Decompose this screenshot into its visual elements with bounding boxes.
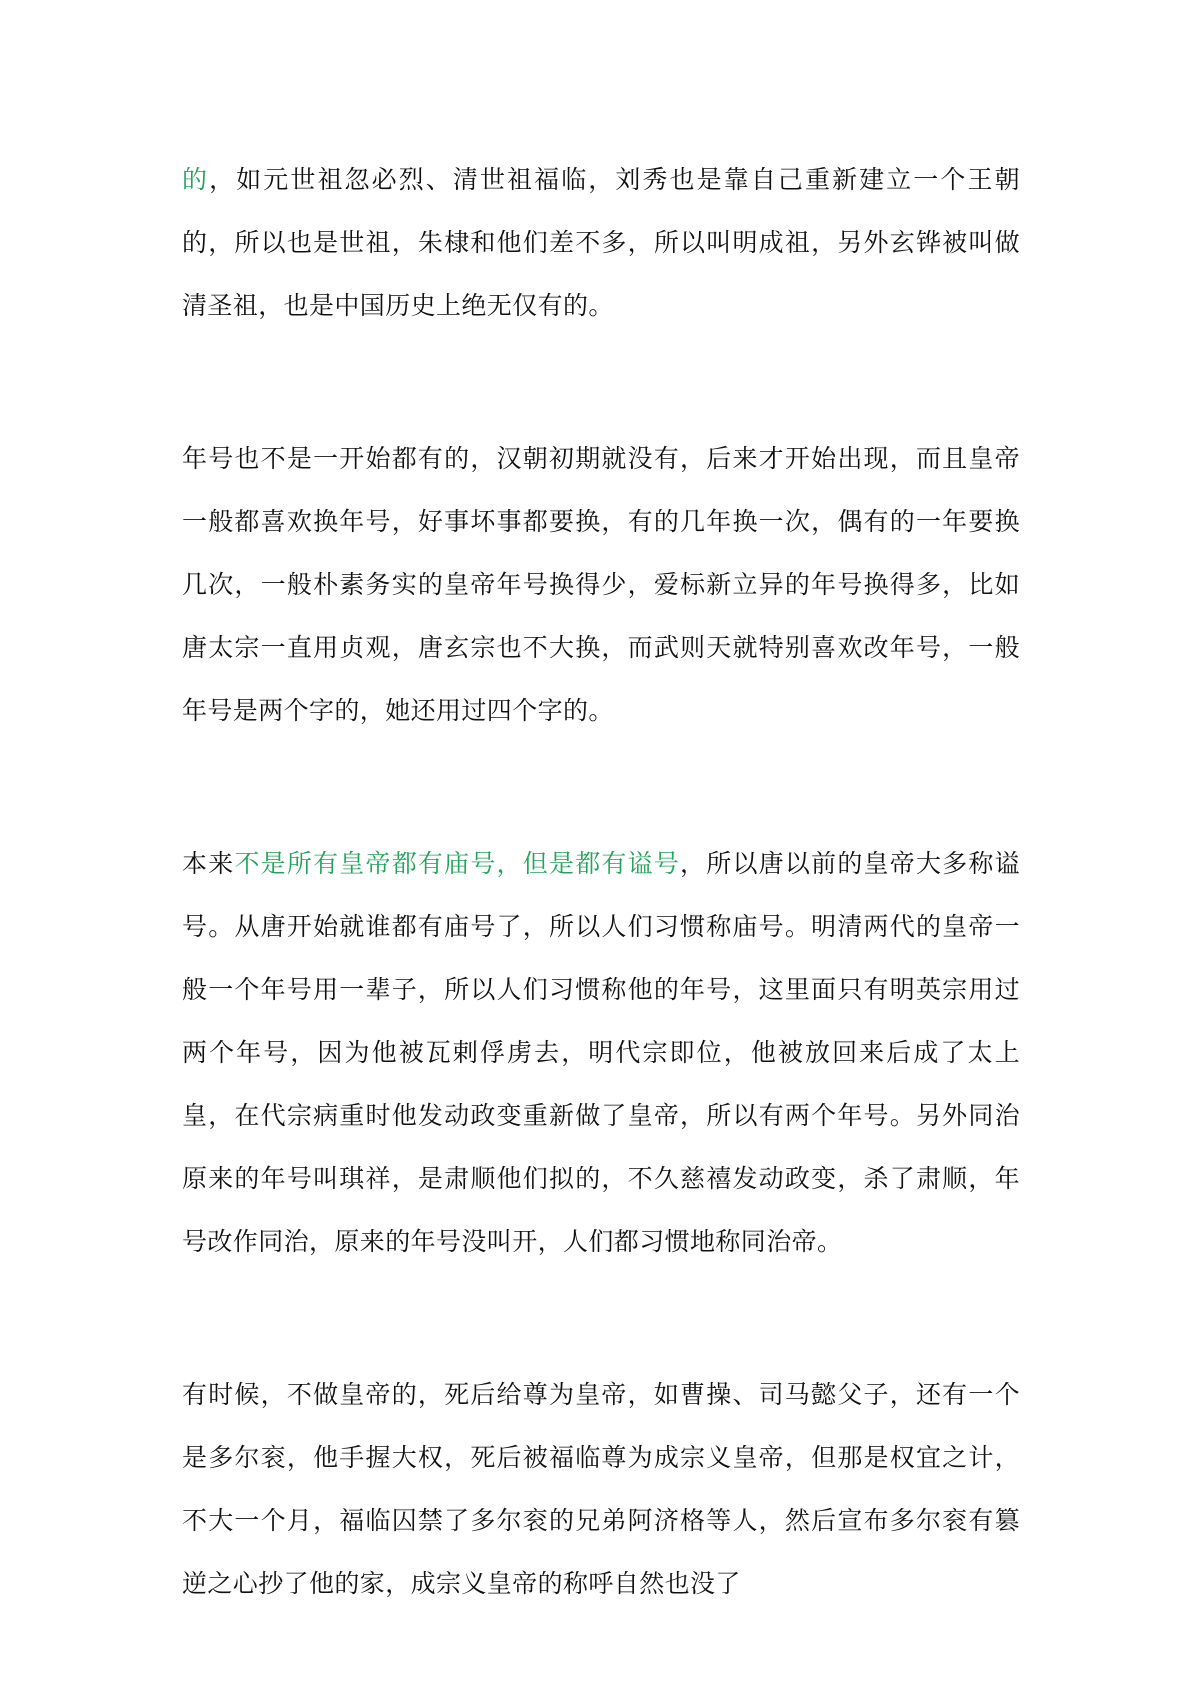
- highlighted-text: 的: [182, 165, 210, 194]
- paragraph-4: 有时候，不做皇帝的，死后给尊为皇帝，如曹操、司马懿父子，还有一个是多尔衮，他手握大权，死后被福临尊为成宗义皇帝，但那是权宜之计，不大一个月，福临囚禁了多尔衮的兄弟阿济格等人，然后宣布多尔衮有篡逆之心抄了他的家，成宗义皇帝的称呼自然也没了: [182, 1380, 1020, 1598]
- document-page: [182, 148, 1020, 1615]
- paragraph-3: [182, 832, 1020, 1273]
- paragraph-text: ，所以唐以前的皇帝大多称谥号。从唐开始就谁都有庙号了，所以人们习惯称庙号。明清两代的皇帝一般一个年号用一辈子，所以人们习惯称他的年号，这里面只有明英宗用过两个年号，因为他被瓦剌俘虏去，明代宗即位，他被放回来后成了太上皇，在代宗病重时他发动政变重新做了皇帝，所以有两个年号。另外同治原来的年号叫琪祥，是肃顺他们拟的，不久慈禧发动政变，杀了肃顺，年号改作同治，原来的年号没叫开，人们都习惯地称同治帝。: [182, 849, 1020, 1256]
- paragraph-2: 年号也不是一开始都有的，汉朝初期就没有，后来才开始出现，而且皇帝一般都喜欢换年号，好事坏事都要换，有的几年换一次，偶有的一年要换几次，一般朴素务实的皇帝年号换得少，爱标新立异的年号换得多，比如唐太宗一直用贞观，唐玄宗也不大换，而武则天就特别喜欢改年号，一般年号是两个字的，她还用过四个字的。: [182, 444, 1020, 725]
- paragraph-1: [182, 148, 1020, 337]
- paragraph-text: ，如元世祖忽必烈、清世祖福临，刘秀也是靠自己重新建立一个王朝的，所以也是世祖，朱棣和他们差不多，所以叫明成祖，另外玄铧被叫做清圣祖，也是中国历史上绝无仅有的。: [182, 165, 1020, 320]
- highlighted-text: 不是所有皇帝都有庙号，但是都有谥号: [234, 849, 681, 878]
- paragraph-text: 本来: [182, 849, 235, 878]
